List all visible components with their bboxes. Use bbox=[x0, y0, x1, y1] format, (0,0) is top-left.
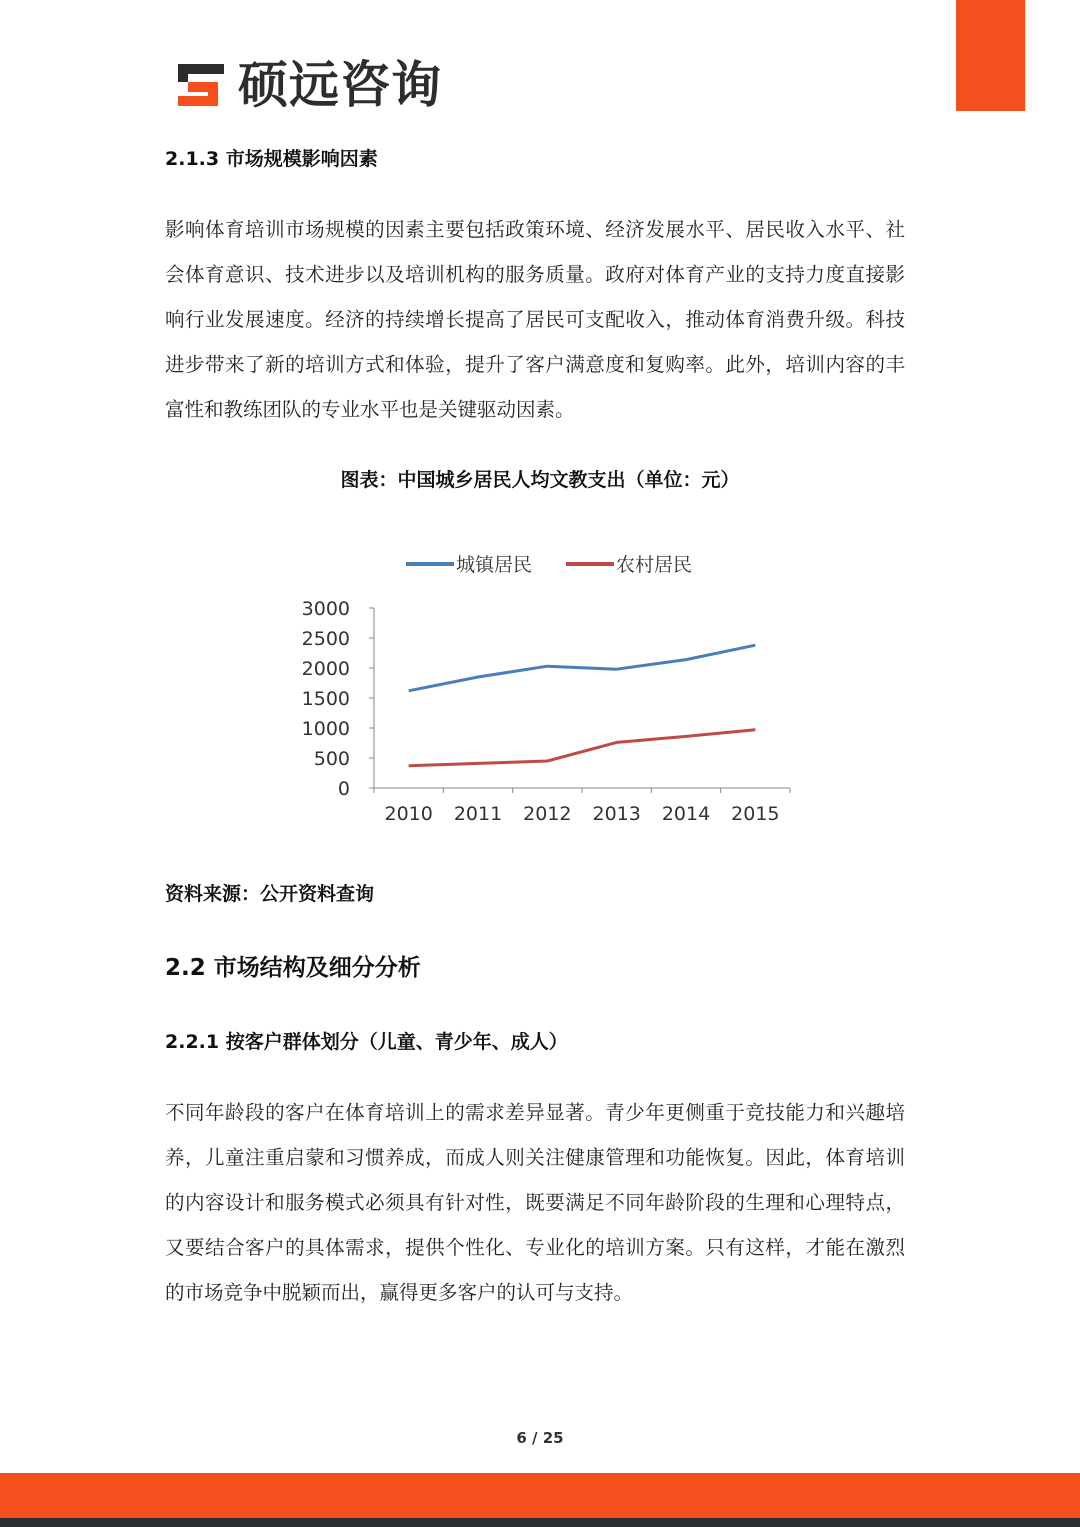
y-tick-label: 1500 bbox=[301, 688, 350, 710]
y-tick-label: 2500 bbox=[301, 628, 350, 650]
section-heading-2-2-1: 2.2.1 按客户群体划分（儿童、青少年、成人） bbox=[165, 1031, 568, 1053]
y-tick-label: 1000 bbox=[301, 718, 350, 740]
brand-name: 硕远咨询 bbox=[238, 56, 442, 114]
y-tick-label: 3000 bbox=[301, 598, 350, 620]
footer-accent-bar bbox=[0, 1473, 1080, 1518]
section-heading-2-1-3: 2.1.3 市场规模影响因素 bbox=[165, 148, 378, 170]
y-tick-label: 0 bbox=[337, 778, 350, 800]
legend-label-2: 农村居民 bbox=[616, 554, 693, 576]
y-tick-label: 2000 bbox=[301, 658, 350, 680]
corner-accent-tab bbox=[956, 0, 1025, 111]
paragraph-customer-groups: 不同年龄段的客户在体育培训上的需求差异显著。青少年更侧重于竞技能力和兴趣培养，儿童注重启蒙和习惯养成，而成人则关注健康管理和功能恢复。因此，体育培训的内容设计和服务模式必须具有针对性，既要满足不同年龄阶段的生理和心理特点，又要结合客户的具体需求，提供个性化、专业化的培训方案。只有这样，才能在激烈的市场竞争中脱颖而出，赢得更多客户的认可与支持。 bbox=[165, 1101, 905, 1304]
series-line-2 bbox=[409, 730, 756, 766]
y-tick-label: 500 bbox=[313, 748, 350, 770]
source-note: 资料来源：公开资料查询 bbox=[165, 883, 375, 905]
brand-logo bbox=[174, 56, 442, 114]
x-tick-label: 2011 bbox=[453, 803, 503, 825]
footer-dark-strip bbox=[0, 1518, 1080, 1527]
chart-caption: 图表：中国城乡居民人均文教支出（单位：元） bbox=[340, 469, 740, 491]
x-tick-label: 2013 bbox=[592, 803, 641, 825]
page-number: 6 / 25 bbox=[516, 1429, 564, 1447]
x-tick-label: 2012 bbox=[523, 803, 572, 825]
section-heading-2-2: 2.2 市场结构及细分分析 bbox=[165, 955, 421, 981]
x-tick-label: 2014 bbox=[661, 803, 711, 825]
series-line-1 bbox=[409, 645, 756, 691]
legend-label-1: 城镇居民 bbox=[456, 554, 533, 576]
x-tick-label: 2010 bbox=[384, 803, 433, 825]
x-tick-label: 2015 bbox=[731, 803, 780, 825]
line-chart bbox=[290, 540, 810, 840]
brand-logo-icon bbox=[174, 60, 228, 110]
paragraph-market-factors: 影响体育培训市场规模的因素主要包括政策环境、经济发展水平、居民收入水平、社会体育意识、技术进步以及培训机构的服务质量。政府对体育产业的支持力度直接影响行业发展速度。经济的持续增长提高了居民可支配收入，推动体育消费升级。科技进步带来了新的培训方式和体验，提升了客户满意度和复购率。此外，培训内容的丰富性和教练团队的专业水平也是关键驱动因素。 bbox=[165, 218, 905, 421]
